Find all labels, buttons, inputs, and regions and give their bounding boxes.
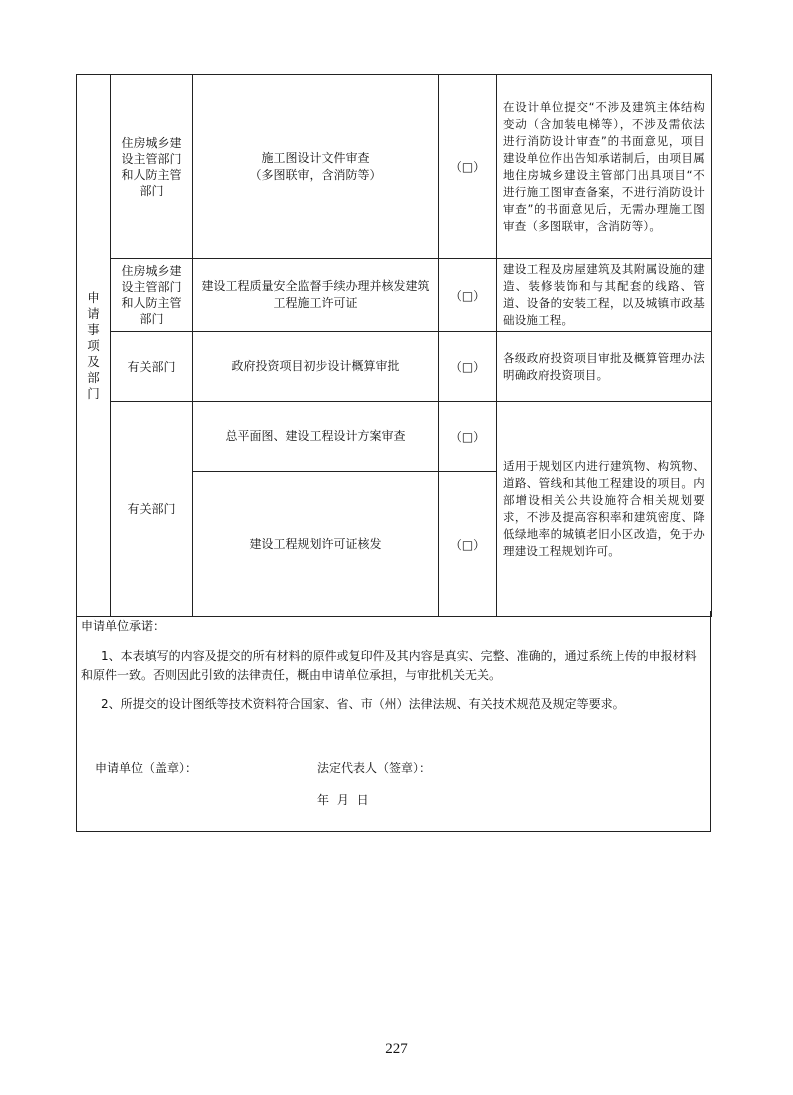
checkbox-cell[interactable] (439, 332, 497, 402)
note-cell (497, 75, 712, 259)
section-label: 申请事项及部门 (87, 289, 100, 401)
item-label: 建设工程规划许可证核发 (249, 536, 382, 551)
application-items-table (76, 74, 712, 617)
note-text: 在设计单位提交“不涉及建筑主体结构变动（含加装电梯等），不涉及需依法进行消防设计审查”的书面意见，项目建设单位作出告知承诺制后，由项目属地住房城乡建设主管部门出具项目“不进行施工图审查备案，不进行消防设计审查”的书面意见后，无需办理施工图审查（多图联审，含消防等）。 (503, 99, 705, 233)
dept-cell (111, 75, 193, 259)
table-row (77, 402, 712, 472)
note-cell (497, 259, 712, 332)
dept-label: 有关部门 (127, 502, 176, 516)
checkbox[interactable]: （□） (449, 537, 486, 552)
item-cell (193, 402, 439, 472)
note-text: 建设工程及房屋建筑及其附属设施的建造、装修装饰和与其配套的线路、管道、设备的安装工程，以及城镇市政基础设施工程。 (503, 262, 705, 327)
item-label: 总平面图、建设工程设计方案审查 (225, 429, 406, 443)
table-row (77, 259, 712, 332)
dept-cell (111, 259, 193, 332)
checkbox-cell[interactable] (439, 402, 497, 472)
checkbox[interactable]: （□） (449, 160, 486, 174)
item-cell (193, 75, 439, 259)
dept-cell (111, 332, 193, 402)
dept-label: 有关部门 (127, 359, 176, 374)
table-row (77, 75, 712, 259)
applicant-seal-field[interactable]: 申请单位（盖章）： (95, 761, 198, 775)
note-cell (497, 402, 712, 617)
item-cell (193, 259, 439, 332)
page-number: 227 (385, 1041, 408, 1057)
item-label: 政府投资项目初步设计概算审批 (231, 359, 400, 373)
checkbox[interactable]: （□） (449, 288, 486, 303)
item-cell (193, 332, 439, 402)
checkbox-cell[interactable] (439, 472, 497, 617)
pledge-paragraph-1: 1、本表填写的内容及提交的所有材料的原件或复印件及其内容是真实、完整、准确的，通过系统上传的申报材料和原件一致。否则因此引致的法律责任，概由申请单位承担，与审批机关无关。 (81, 649, 697, 682)
checkbox-cell[interactable] (439, 259, 497, 332)
note-cell (497, 332, 712, 402)
section-label-cell (77, 75, 111, 617)
item-sublabel: 工程施工许可证 (273, 296, 358, 310)
pledge-title: 申请单位承诺： (81, 619, 166, 633)
note-text: 各级政府投资项目审批及概算管理办法明确政府投资项目。 (503, 350, 705, 382)
item-label: 施工图设计文件审查 (261, 150, 370, 165)
note-text: 适用于规划区内进行建筑物、构筑物、道路、管线和其他工程建设的项目。内部增设相关公共设施符合相关规划要求，不涉及提高容积率和建筑密度、降低绿地率的城镇老旧小区改造，免于办理建设工程规划许可。 (503, 459, 705, 558)
table-row (77, 332, 712, 402)
dept-label: 住房城乡建设主管部门和人防主管部门 (121, 135, 182, 198)
item-cell (193, 472, 439, 617)
dept-label: 住房城乡建设主管部门和人防主管部门 (121, 264, 182, 326)
dept-cell (111, 402, 193, 617)
checkbox-cell[interactable] (439, 75, 497, 259)
pledge-paragraph-2: 2、所提交的设计图纸等技术资料符合国家、省、市（州）法律法规、有关技术规范及规定等要求。 (101, 697, 625, 711)
date-field[interactable]: 年 月 日 (317, 793, 371, 807)
legal-rep-signature-field[interactable]: 法定代表人（签章）： (317, 761, 432, 775)
checkbox[interactable]: （□） (449, 430, 486, 444)
checkbox[interactable]: （□） (449, 360, 486, 374)
pledge-section (76, 611, 711, 832)
item-sublabel: （多图联审，含消防等） (249, 167, 382, 182)
item-label: 建设工程质量安全监督手续办理并核发建筑 (201, 279, 430, 293)
